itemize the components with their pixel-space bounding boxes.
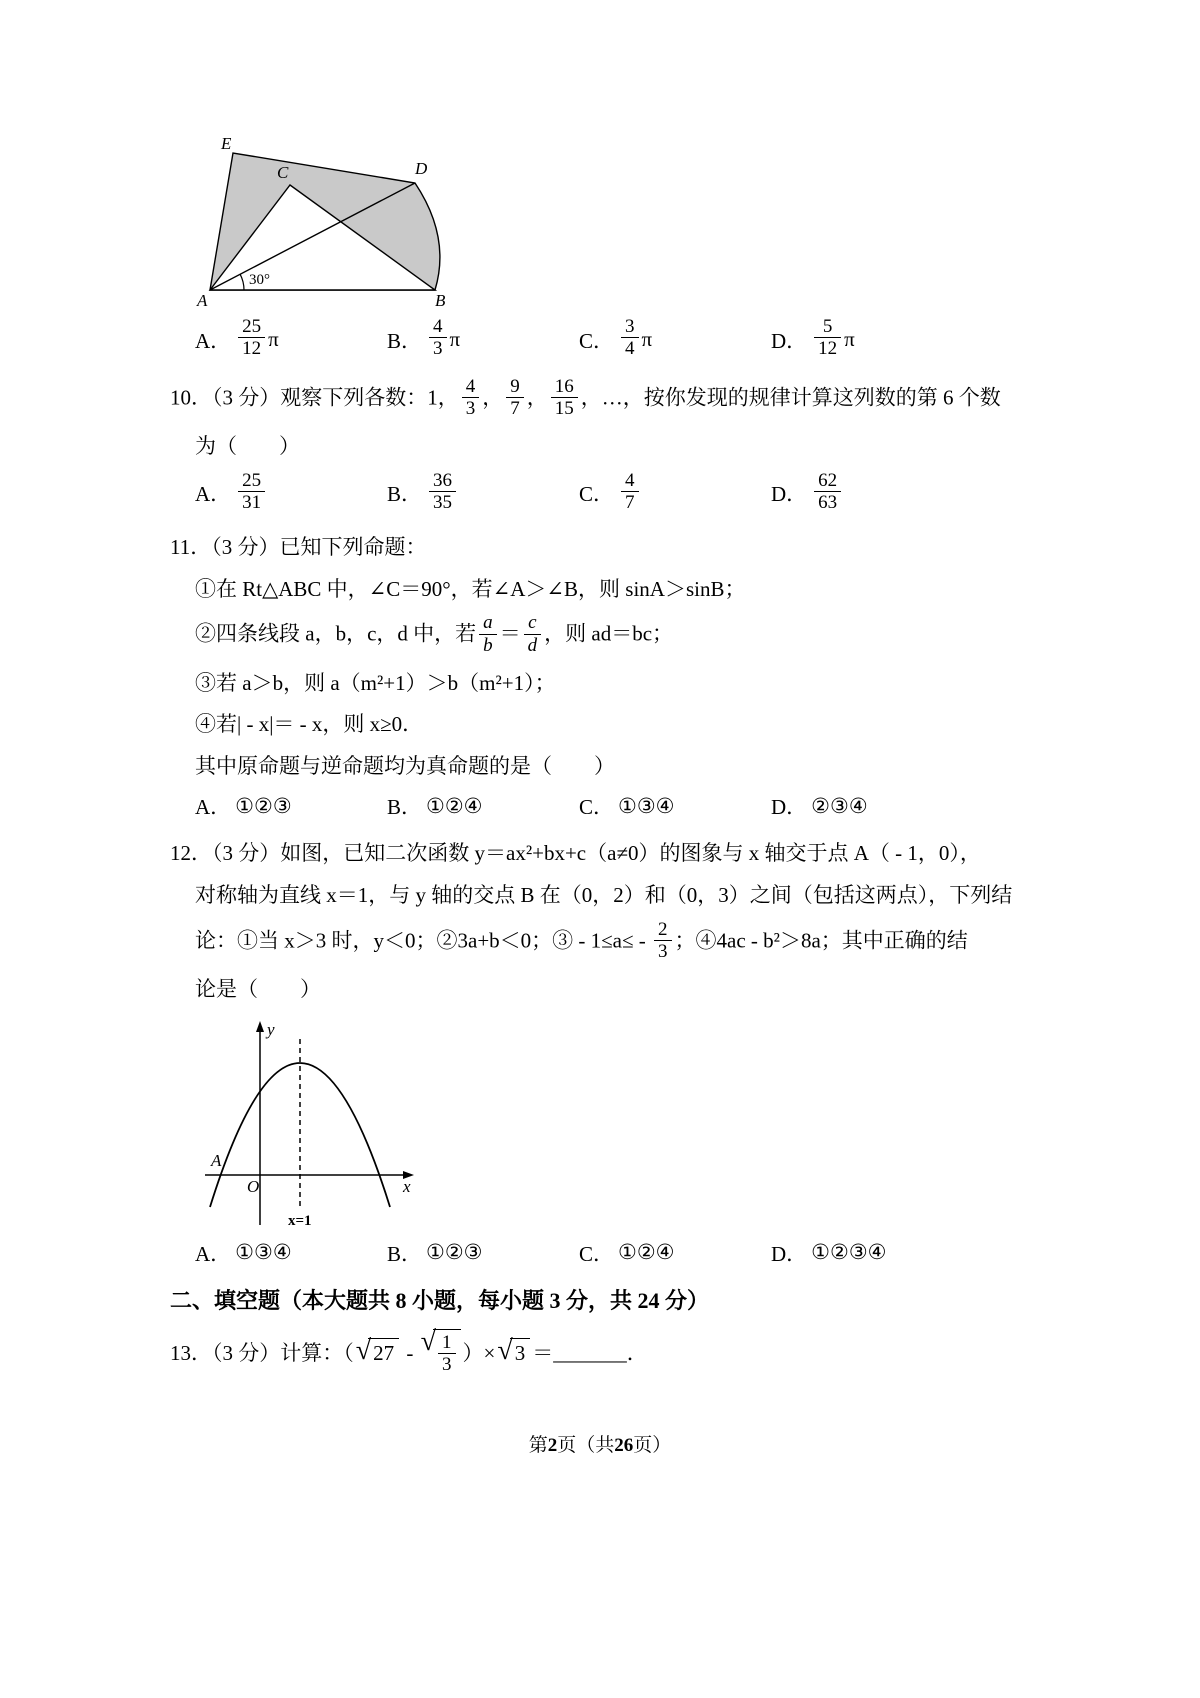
q12-option-a <box>195 1238 387 1268</box>
q12-option-c <box>579 1238 771 1268</box>
footer-text: 第 <box>528 1435 548 1456</box>
text-segment: ，…，按你发现的规律计算这列数的第 6 个数 <box>580 385 1001 410</box>
y-axis-arrow <box>256 1021 264 1032</box>
q10-stem-line1 <box>170 375 1100 422</box>
fraction <box>506 376 524 420</box>
fraction-denominator: 15 <box>551 397 578 419</box>
sqrt-3 <box>497 1334 530 1366</box>
label-x-equals-1: x=1 <box>288 1212 312 1229</box>
page-footer <box>50 1430 1150 1457</box>
option-label: C． <box>579 795 615 820</box>
option-label: C． <box>579 482 615 507</box>
fraction <box>438 1332 456 1376</box>
option-label: B． <box>387 328 423 353</box>
label-x-axis: x <box>403 1176 411 1196</box>
option-label: D． <box>771 1241 808 1266</box>
fraction-denominator: 3 <box>438 1353 456 1375</box>
text-segment: ，则 ad＝bc； <box>544 621 674 646</box>
label-a: A <box>197 291 208 310</box>
text-segment: ． <box>626 1340 648 1365</box>
label-d: D <box>415 159 428 178</box>
q11-stem: 11．（3 分）已知下列命题： <box>170 535 427 560</box>
label-origin: O <box>247 1176 260 1196</box>
footer-text: 页） <box>633 1435 672 1456</box>
q11-item4: ④若| - x|＝ - x，则 x≥0． <box>195 712 424 737</box>
pi-suffix: π <box>641 327 653 352</box>
section2-heading: 二、填空题（本大题共 8 小题，每小题 3 分，共 24 分） <box>170 1287 710 1313</box>
answer-blank: _______ <box>553 1340 627 1365</box>
option-label: A． <box>195 1241 232 1266</box>
fraction-denominator: 3 <box>429 337 447 359</box>
text-segment: ， <box>482 385 504 410</box>
fraction-numerator: 3 <box>625 316 635 337</box>
fraction-numerator: a <box>483 612 493 634</box>
fraction-denominator: 63 <box>814 491 841 513</box>
q12-stem-line3 <box>195 918 1100 965</box>
fraction-denominator: 35 <box>429 491 456 513</box>
fraction-numerator: 16 <box>554 375 574 397</box>
label-e: E <box>221 135 232 153</box>
text-segment: ＝ <box>499 621 521 646</box>
fraction-numerator: 4 <box>433 316 443 337</box>
fraction <box>524 612 542 656</box>
q12-option-b <box>387 1238 579 1268</box>
option-value: ①②③④ <box>811 1240 887 1265</box>
option-label: B． <box>387 482 423 507</box>
option-value: ①②③ <box>426 1240 483 1265</box>
sqrt-27 <box>355 1334 399 1366</box>
fraction <box>238 470 265 514</box>
q13-stem <box>170 1325 1100 1379</box>
option-value: ①②④ <box>618 1240 675 1265</box>
q12-stem-line2: 对称轴为直线 x＝1，与 y 轴的交点 B 在（0，2）和（0，3）之间（包括这两点），下列结 <box>195 882 1013 907</box>
fraction <box>429 316 447 360</box>
option-label: D． <box>771 795 808 820</box>
option-value: ①②③ <box>235 793 292 818</box>
pi-suffix: π <box>268 327 279 352</box>
fraction-denominator: 7 <box>621 491 639 513</box>
label-b: B <box>435 291 446 310</box>
pi-suffix: π <box>844 327 855 352</box>
footer-page-number: 2 <box>547 1435 558 1456</box>
option-label: D． <box>771 482 808 507</box>
q10-stem-line2: 为（ ） <box>195 434 300 459</box>
fraction-numerator: 25 <box>242 469 262 491</box>
fraction-denominator: 12 <box>238 337 265 359</box>
q10-option-c <box>579 469 771 516</box>
fraction <box>551 376 578 420</box>
q9-options <box>195 318 1100 362</box>
fraction <box>238 316 265 360</box>
radical-sign: √ <box>497 1334 513 1366</box>
q11-option-b <box>387 791 579 821</box>
q11-option-c <box>579 791 771 821</box>
text-segment: 13．（3 分）计算：（ <box>170 1340 354 1365</box>
fraction-denominator: 12 <box>814 337 841 359</box>
text-segment: ）× <box>462 1340 496 1365</box>
fraction <box>814 470 841 514</box>
fraction <box>654 919 672 963</box>
fraction-numerator: 4 <box>625 469 635 491</box>
fraction-numerator: 36 <box>433 469 453 491</box>
text-segment: 10．（3 分）观察下列各数：1， <box>170 385 459 410</box>
q12-options <box>195 1238 1100 1268</box>
fraction-denominator: 3 <box>654 940 672 962</box>
q9-option-a <box>195 318 387 362</box>
radical-sign: √ <box>420 1325 436 1357</box>
fraction-numerator: c <box>528 612 537 634</box>
q11-item3: ③若 a＞b，则 a（m²+1）＞b（m²+1）； <box>195 670 556 695</box>
text-segment: ， <box>526 385 548 410</box>
footer-total-pages: 26 <box>614 1435 634 1456</box>
option-label: A． <box>195 795 232 820</box>
radicand <box>433 1329 461 1376</box>
option-value: ②③④ <box>811 793 868 818</box>
fraction <box>621 316 639 360</box>
q9-option-c <box>579 318 771 362</box>
fraction-numerator: 25 <box>242 316 262 337</box>
fraction-numerator: 4 <box>465 375 476 397</box>
radical-sign: √ <box>355 1334 372 1366</box>
q11-item1: ①在 Rt△ABC 中，∠C＝90°，若∠A＞∠B，则 sinA＞sinB； <box>195 576 746 601</box>
fraction <box>429 470 456 514</box>
q11-option-a <box>195 791 387 821</box>
footer-text: 页（共 <box>557 1435 615 1456</box>
option-value: ①②④ <box>426 793 483 818</box>
q12-option-d <box>771 1238 963 1268</box>
option-label: C． <box>579 328 615 353</box>
label-point-a: A <box>211 1150 222 1170</box>
fraction-numerator: 5 <box>822 316 833 337</box>
option-value: ①③④ <box>235 1240 292 1265</box>
q12-stem-line1: 12．（3 分）如图，已知二次函数 y＝ax²+bx+c（a≠0）的图象与 x 轴交于点 A（ - 1，0）， <box>170 841 981 866</box>
q9-option-b <box>387 318 579 362</box>
option-label: C． <box>579 1241 615 1266</box>
fraction-numerator: 9 <box>510 375 520 397</box>
q12-stem-line4: 论是（ ） <box>195 977 321 1002</box>
fraction-denominator: 31 <box>238 491 265 513</box>
fraction-denominator: 3 <box>462 397 480 419</box>
q10-option-a <box>195 469 387 516</box>
label-angle-30: 30° <box>249 272 270 288</box>
label-c: C <box>277 163 289 182</box>
fraction-numerator: 2 <box>658 918 668 940</box>
geometry-figure-q9 <box>195 135 460 310</box>
label-y-axis: y <box>267 1019 275 1039</box>
q11-item2 <box>195 614 1100 658</box>
radicand: 27 <box>368 1338 399 1366</box>
radicand: 3 <box>510 1338 531 1366</box>
text-segment: ＝ <box>532 1340 554 1365</box>
fraction <box>462 376 480 420</box>
q10-option-b <box>387 469 579 516</box>
q11-option-d <box>771 791 963 821</box>
q11-options <box>195 791 1100 821</box>
text-segment: ；④4ac - b²＞8a；其中正确的结 <box>674 928 968 953</box>
fraction <box>479 612 497 656</box>
option-label: A． <box>195 482 232 507</box>
pi-suffix: π <box>449 327 461 352</box>
text-segment: ②四条线段 a，b，c，d 中，若 <box>195 621 477 646</box>
q9-option-d <box>771 318 963 362</box>
text-segment: 论：①当 x＞3 时，y＜0；②3a+b＜0；③ - 1≤a≤ - <box>195 928 652 953</box>
text-segment: - <box>401 1340 419 1365</box>
sqrt-one-third <box>420 1325 461 1376</box>
fraction <box>621 470 639 514</box>
fraction-denominator: 4 <box>621 337 639 359</box>
option-label: B． <box>387 1241 423 1266</box>
fraction-numerator: 1 <box>442 1331 452 1353</box>
option-value: ①③④ <box>618 793 675 818</box>
fraction-denominator: b <box>479 634 497 656</box>
option-label: B． <box>387 795 423 820</box>
fraction-denominator: d <box>524 634 542 656</box>
fraction-numerator: 62 <box>818 469 838 491</box>
q10-options <box>195 469 1100 516</box>
fraction-denominator: 7 <box>506 397 524 419</box>
parabola-figure-q12 <box>195 1015 420 1230</box>
option-label: D． <box>771 328 808 353</box>
q11-question: 其中原命题与逆命题均为真命题的是（ ） <box>195 753 615 778</box>
q10-option-d <box>771 469 963 516</box>
fraction <box>814 316 841 360</box>
option-label: A． <box>195 328 232 353</box>
